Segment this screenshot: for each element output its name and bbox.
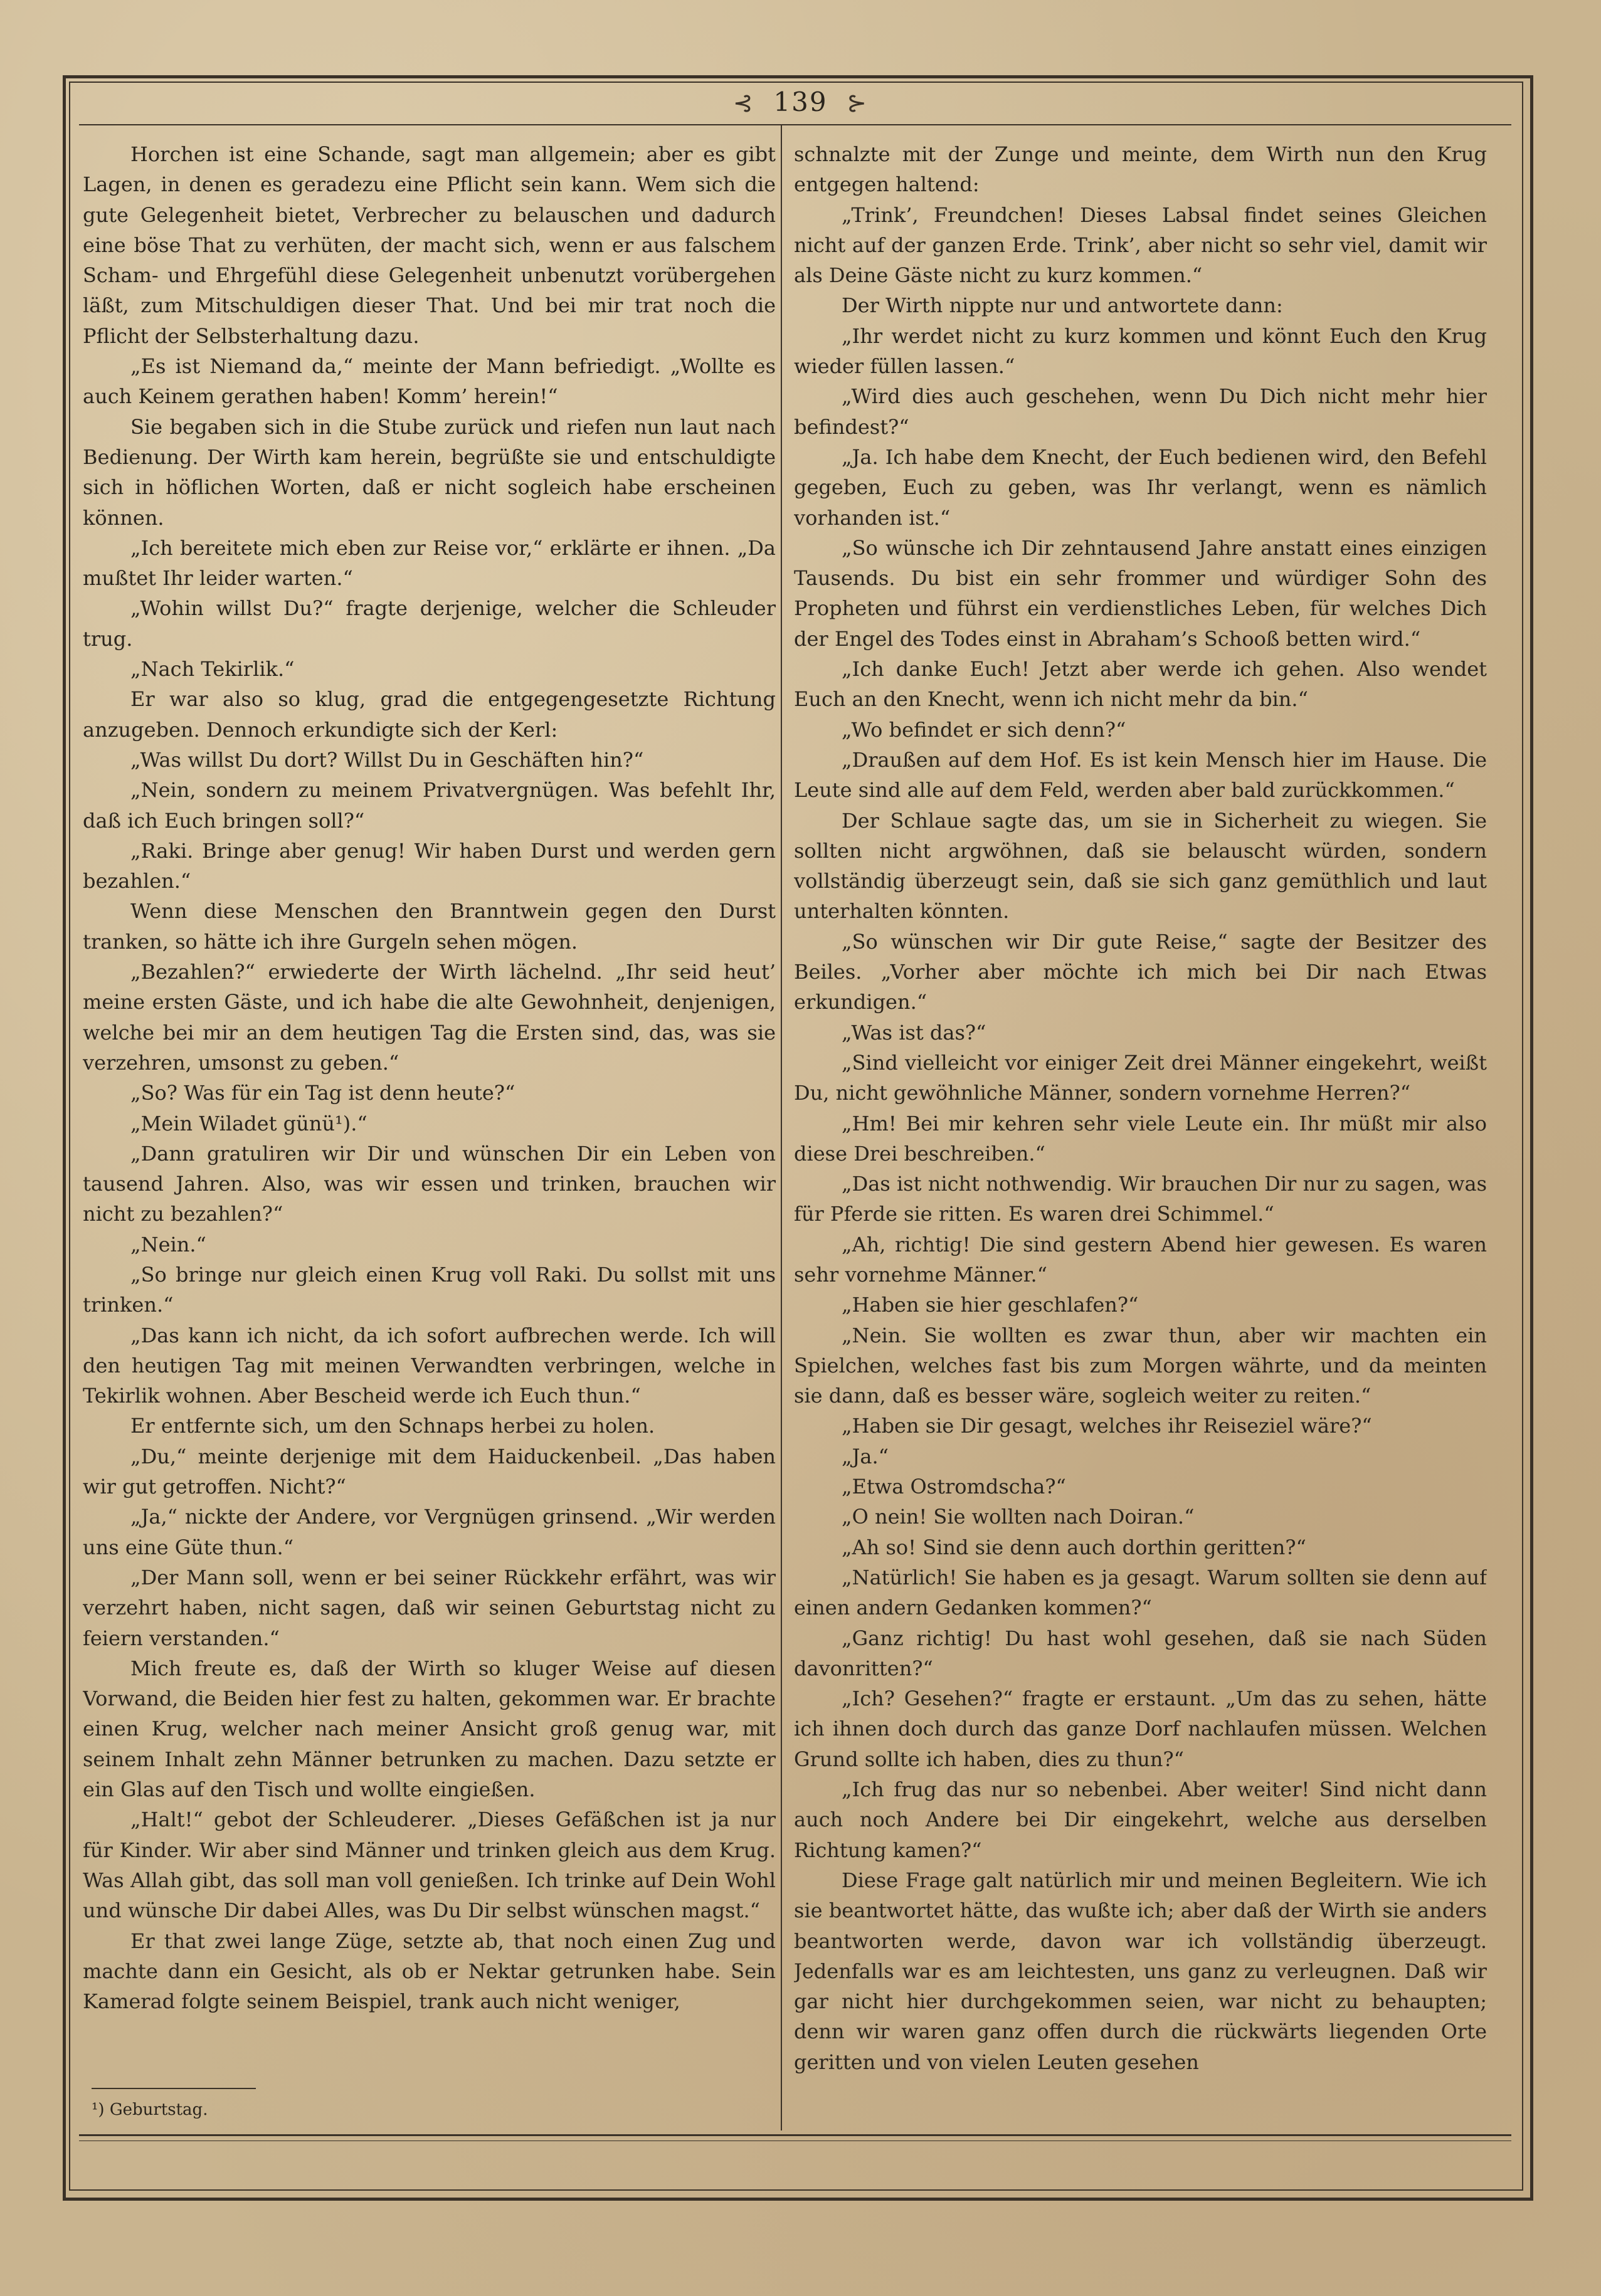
paragraph: „Der Mann soll, wenn er bei seiner Rückkehr erfährt, was wir verzehrt haben, nicht sagen, daß wir seinen Geburtstag nicht zu feiern verstanden.“ <box>83 1565 776 1650</box>
paragraph: „Ah, richtig! Die sind gestern Abend hier gewesen. Es waren sehr vornehme Männer.“ <box>794 1232 1487 1287</box>
paragraph: „Ich frug das nur so nebenbei. Aber weiter! Sind nicht dann auch noch Andere bei Dir eingekehrt, welche aus derselben Richtung kamen?“ <box>794 1777 1487 1862</box>
paragraph: „Was willst Du dort? Willst Du in Geschäften hin?“ <box>130 747 644 772</box>
paragraph: Mich freute es, daß der Wirth so kluger Weise auf diesen Vorwand, die Beiden hier fest zu halten, gekommen war. Er brachte einen Krug, welcher nach meiner Ansicht groß genug war, mit seinem Inhalt zehn Männer betrunken zu machen. Dazu setzte er ein Glas auf den Tisch und wollte eingießen. <box>83 1656 776 1802</box>
paragraph: „O nein! Sie wollten nach Doiran.“ <box>842 1505 1195 1529</box>
paragraph: „Trink’, Freundchen! Dieses Labsal findet seines Gleichen nicht auf der ganzen Erde. Trink’, aber nicht so sehr viel, damit wir als Deine Gäste nicht zu kurz kommen.“ <box>794 203 1487 288</box>
paragraph: „So wünschen wir Dir gute Reise,“ sagte der Besitzer des Beiles. „Vorher aber möchte ich mich bei Dir nach Etwas erkundigen.“ <box>794 929 1487 1014</box>
paragraph: „Dann gratuliren wir Dir und wünschen Dir ein Leben von tausend Jahren. Also, was wir essen und trinken, brauchen wir nicht zu bezahlen?“ <box>83 1141 776 1226</box>
paragraph: „Du,“ meinte derjenige mit dem Haiduckenbeil. „Das haben wir gut getroffen. Nicht?“ <box>83 1444 776 1499</box>
paragraph: „Halt!“ gebot der Schleuderer. „Dieses Gefäßchen ist ja nur für Kinder. Wir aber sind Männer und trinken gleich aus dem Krug. Was Allah gibt, das soll man voll genießen. Ich trinke auf Dein Wohl und wünsche Dir dabei Alles, was Du Dir selbst wünschen magst.“ <box>83 1808 776 1923</box>
paragraph: „Wird dies auch geschehen, wenn Du Dich nicht mehr hier befindest?“ <box>794 384 1487 439</box>
left-column <box>83 139 776 2177</box>
footnote <box>92 2099 208 2120</box>
paragraph: Sie begaben sich in die Stube zurück und riefen nun laut nach Bedienung. Der Wirth kam herein, begrüßte sie und entschuldigte sich in höflichen Worten, daß er nicht sogleich habe erscheinen können. <box>83 414 776 530</box>
right-column <box>794 139 1487 2177</box>
paragraph: „Mein Wiladet günü¹).“ <box>130 1111 367 1135</box>
ornament-right-icon: ⊱ <box>847 89 869 117</box>
paragraph: „Haben sie hier geschlafen?“ <box>842 1293 1139 1317</box>
ornament-left-icon: ⊰ <box>732 89 754 117</box>
footnote-text: Geburtstag. <box>109 2100 208 2119</box>
paragraph: Der Wirth nippte nur und antwortete dann: <box>842 293 1283 318</box>
paragraph: „Ja,“ nickte der Andere, vor Vergnügen grinsend. „Wir werden uns eine Güte thun.“ <box>83 1505 776 1559</box>
paragraph: „Sind vielleicht vor einiger Zeit drei Männer eingekehrt, weißt Du, nicht gewöhnliche Männer, sondern vornehme Herren?“ <box>794 1050 1487 1105</box>
paragraph: Er entfernte sich, um den Schnaps herbei zu holen. <box>130 1414 655 1438</box>
page-header <box>0 87 1601 117</box>
paragraph: „Nein. Sie wollten es zwar thun, aber wir machten ein Spielchen, welches fast bis zum Morgen währte, und da meinten sie dann, daß es besser wäre, sogleich weiter zu reiten.“ <box>794 1323 1487 1408</box>
header-rule <box>79 124 1511 125</box>
paragraph: Diese Frage galt natürlich mir und meinen Begleitern. Wie ich sie beantwortet hätte, das wußte ich; aber daß der Wirth sie anders beantworten werde, davon war ich vollständig überzeugt. Jedenfalls war es am leichtesten, uns ganz zu verleugnen. Daß wir gar nicht hier durchgekommen seien, war nicht zu behaupten; denn wir waren ganz offen durch die rückwärts liegenden Orte geritten und von vielen Leuten gesehen <box>794 1868 1487 2074</box>
paragraph: „Etwa Ostromdscha?“ <box>842 1475 1066 1499</box>
paragraph: Wenn diese Menschen den Branntwein gegen den Durst tranken, so hätte ich ihre Gurgeln sehen mögen. <box>83 899 776 954</box>
paragraph: „Ah so! Sind sie denn auch dorthin geritten?“ <box>842 1535 1306 1559</box>
paragraph: Horchen ist eine Schande, sagt man allgemein; aber es gibt Lagen, in denen es geradezu eine Pflicht sein kann. Wem sich die gute Gelegenheit bietet, Verbrecher zu belauschen und dadurch eine böse That zu verhüten, der macht sich, wenn er aus falschem Scham- und Ehrgefühl diese Gelegenheit unbenutzt vorübergehen läßt, zum Mitschuldigen dieser That. Und bei mir trat noch die Pflicht der Selbsterhaltung dazu. <box>83 142 776 348</box>
paragraph: „Ich? Gesehen?“ fragte er erstaunt. „Um das zu sehen, hätte ich ihnen doch durch das ganze Dorf nachlaufen müssen. Welchen Grund sollte ich haben, dies zu thun?“ <box>794 1687 1487 1771</box>
paragraph: „Es ist Niemand da,“ meinte der Mann befriedigt. „Wollte es auch Keinem gerathen haben! Komm’ herein!“ <box>83 354 776 409</box>
paragraph: „Hm! Bei mir kehren sehr viele Leute ein. Ihr müßt mir also diese Drei beschreiben.“ <box>794 1111 1487 1166</box>
footnote-rule <box>92 2088 256 2089</box>
paragraph: „Ihr werdet nicht zu kurz kommen und könnt Euch den Krug wieder füllen lassen.“ <box>794 324 1487 379</box>
paragraph: „Draußen auf dem Hof. Es ist kein Mensch hier im Hause. Die Leute sind alle auf dem Feld, werden aber bald zurückkommen.“ <box>794 747 1487 803</box>
paragraph: „Nein, sondern zu meinem Privatvergnügen. Was befehlt Ihr, daß ich Euch bringen soll?“ <box>83 778 776 833</box>
paragraph: schnalzte mit der Zunge und meinte, dem Wirth nun den Krug entgegen haltend: <box>794 142 1487 197</box>
paragraph: „So wünsche ich Dir zehntausend Jahre anstatt eines einzigen Tausends. Du bist ein sehr frommer und würdiger Sohn des Propheten und führst ein verdienstliches Leben, für welches Dich der Engel des Todes einst in Abraham’s Schooß betten wird.“ <box>794 535 1487 651</box>
paragraph: Der Schlaue sagte das, um sie in Sicherheit zu wiegen. Sie sollten nicht argwöhnen, daß sie belauscht würden, sondern vollständig überzeugt sein, daß sie sich ganz gemüthlich und laut unterhalten könnten. <box>794 808 1487 924</box>
paragraph: „Ja.“ <box>842 1444 889 1468</box>
paragraph: „Natürlich! Sie haben es ja gesagt. Warum sollten sie denn auf einen andern Gedanken kommen?“ <box>794 1565 1487 1620</box>
paragraph: „Ganz richtig! Du hast wohl gesehen, daß sie nach Süden davonritten?“ <box>794 1626 1487 1680</box>
paragraph: „So? Was für ein Tag ist denn heute?“ <box>130 1081 515 1105</box>
paragraph: „Wohin willst Du?“ fragte derjenige, welcher die Schleuder trug. <box>83 596 776 651</box>
paragraph: „Bezahlen?“ erwiederte der Wirth lächelnd. „Ihr seid heut’ meine ersten Gäste, und ich habe die alte Gewohnheit, denjenigen, welche bei mir an dem heutigen Tag die Ersten sind, das, was sie verzehren, umsonst zu geben.“ <box>83 960 776 1075</box>
paragraph: „Ich bereitete mich eben zur Reise vor,“ erklärte er ihnen. „Da mußtet Ihr leider warten.“ <box>83 535 776 591</box>
paragraph: „Nach Tekirlik.“ <box>130 657 295 682</box>
paragraph: „Haben sie Dir gesagt, welches ihr Reiseziel wäre?“ <box>842 1414 1372 1438</box>
paragraph: „Ich danke Euch! Jetzt aber werde ich gehen. Also wendet Euch an den Knecht, wenn ich nicht mehr da bin.“ <box>794 657 1487 712</box>
bottom-rule <box>79 2134 1511 2136</box>
paragraph: „So bringe nur gleich einen Krug voll Raki. Du sollst mit uns trinken.“ <box>83 1262 776 1317</box>
paragraph: „Was ist das?“ <box>842 1020 986 1045</box>
paragraph: „Wo befindet er sich denn?“ <box>842 717 1126 742</box>
paragraph: „Das ist nicht nothwendig. Wir brauchen Dir nur zu sagen, was für Pferde sie ritten. Es waren drei Schimmel.“ <box>794 1172 1487 1226</box>
paragraph: „Raki. Bringe aber genug! Wir haben Durst und werden gern bezahlen.“ <box>83 838 776 893</box>
paragraph: „Ja. Ich habe dem Knecht, der Euch bedienen wird, den Befehl gegeben, Euch zu geben, was Ihr verlangt, wenn es nämlich vorhanden ist.“ <box>794 445 1487 530</box>
paragraph: Er that zwei lange Züge, setzte ab, that noch einen Zug und machte dann ein Gesicht, als ob er Nektar getrunken habe. Sein Kamerad folgte seinem Beispiel, trank auch nicht weniger, <box>83 1929 776 2014</box>
page-number: 139 <box>773 87 828 117</box>
paragraph: „Das kann ich nicht, da ich sofort aufbrechen werde. Ich will den heutigen Tag mit meinen Verwandten verbringen, welche in Tekirlik wohnen. Aber Bescheid werde ich Euch thun.“ <box>83 1323 776 1408</box>
footnote-marker: ¹) <box>92 2100 105 2119</box>
paragraph: „Nein.“ <box>130 1232 206 1256</box>
paragraph: Er war also so klug, grad die entgegengesetzte Richtung anzugeben. Dennoch erkundigte sich der Kerl: <box>83 687 776 742</box>
column-divider <box>781 125 782 2130</box>
